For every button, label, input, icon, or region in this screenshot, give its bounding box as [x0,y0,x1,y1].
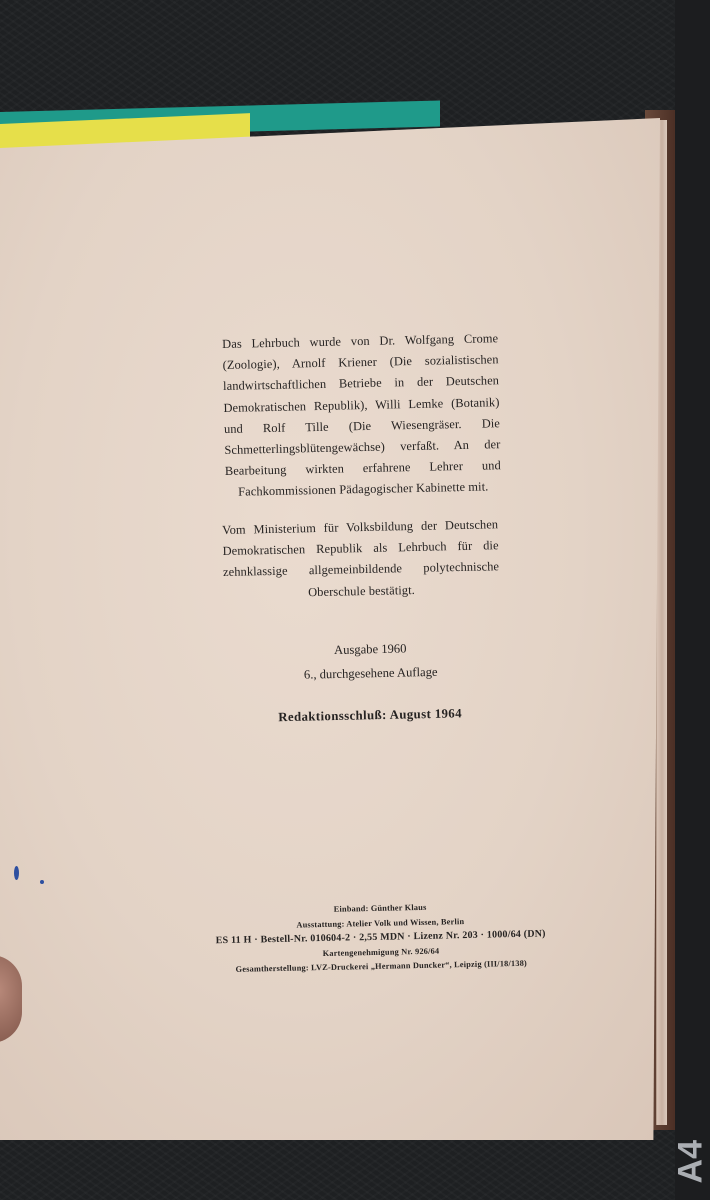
authors-paragraph: Das Lehrbuch wurde von Dr. Wolfgang Crome (Zoologie), Arnolf Kriener (Die sozialistischen landwirtschaftlichen Betriebe in der Deutschen Demokratischen Republik), Willi Lemke (Botanik) und Rolf Tille (Die Wiesengräser. Die Schmetterlingsblütengewächse) verfaßt. An der Bearbeitung wirkten erfahrene Lehrer und Fachkommissionen Pädagogischer Kabinette mit. [222,331,501,500]
imprint-design: Ausstattung: Atelier Volk und Wissen, Berlin [296,916,465,930]
ink-mark [40,880,44,884]
ink-mark [14,866,19,880]
book-page [0,118,660,1140]
imprint-block [180,898,581,979]
approval-paragraph: Vom Ministerium für Volksbildung der Deutschen Demokratischen Republik als Lehrbuch für die zehnklassige allgemeinbildende polytechnische Oberschule bestätigt. [222,517,500,599]
imprint-map-permit: Kartengenehmigung Nr. 926/64 [322,946,440,958]
editorial-deadline: Redaktionsschluß: August 1964 [278,706,463,725]
edition-revision: 6., durchgesehene Auflage [303,664,438,682]
imprint-binding: Einband: Günther Klaus [333,902,427,914]
corner-mark: A4 [671,1140,709,1184]
imprint-order-line: ES 11 H · Bestell-Nr. 010604-2 · 2,55 MDN · Lizenz Nr. 203 · 1000/64 (DN) [215,928,546,947]
imprint-production: Gesamtherstellung: LVZ-Druckerei „Hermann Duncker“, Leipzig (III/18/138) [235,958,528,974]
edition-info [240,635,501,688]
edition-year: Ausgabe 1960 [333,641,407,658]
